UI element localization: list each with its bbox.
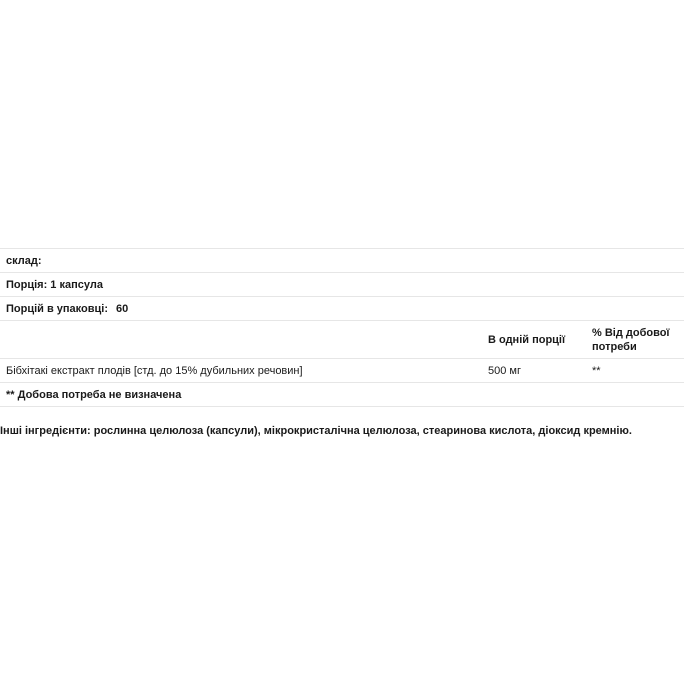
servings-per-container-row bbox=[0, 297, 684, 321]
ingredient-name: Бібхітакі екстракт плодів [стд. до 15% дубильних речовин] bbox=[0, 359, 482, 383]
table-row bbox=[0, 359, 684, 383]
table-header-row bbox=[0, 321, 684, 359]
supplement-facts-table bbox=[0, 248, 684, 407]
serving-size-label: Порція: 1 капсула bbox=[0, 273, 684, 297]
servings-per-container-cell bbox=[0, 297, 684, 321]
ingredient-amount: 500 мг bbox=[482, 359, 586, 383]
footnote-text: ** Добова потреба не визначена bbox=[0, 383, 684, 407]
header-amount: В одній порції bbox=[482, 321, 586, 359]
header-daily-value: % Від добової потреби bbox=[586, 321, 684, 359]
other-ingredients: Інші інгредієнти: рослинна целюлоза (капсули), мікрокристалічна целюлоза, стеаринова кислота, діоксид кремнію. bbox=[0, 425, 632, 437]
composition-label: склад: bbox=[0, 249, 684, 273]
header-empty-cell bbox=[0, 321, 482, 359]
footnote-row bbox=[0, 383, 684, 407]
ingredient-daily-value: ** bbox=[586, 359, 684, 383]
servings-per-container-value: 60 bbox=[116, 302, 129, 315]
composition-row bbox=[0, 249, 684, 273]
serving-size-row bbox=[0, 273, 684, 297]
servings-per-container-label: Порцій в упаковці: bbox=[6, 302, 109, 315]
